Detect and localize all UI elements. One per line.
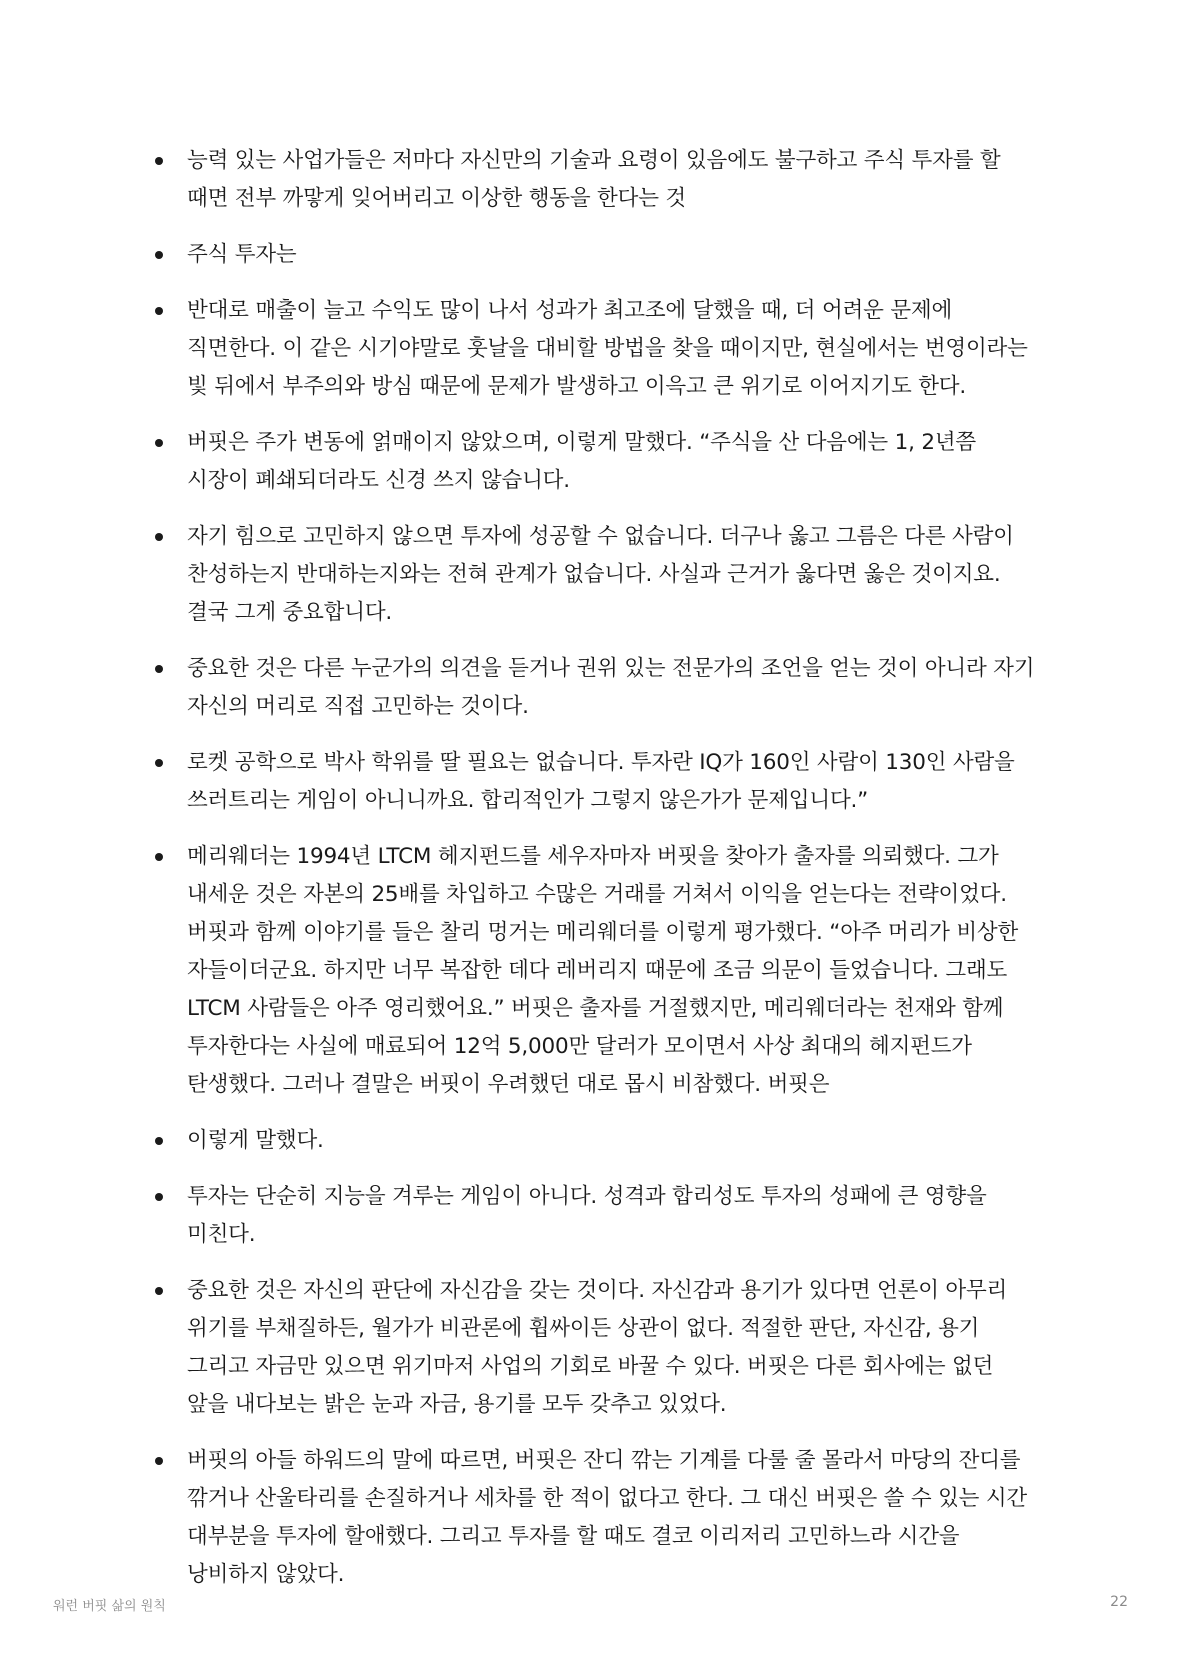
list-item	[155, 236, 1035, 274]
list-item-text: 반대로 매출이 늘고 수익도 많이 나서 성과가 최고조에 달했을 때, 더 어려운 문제에 직면한다. 이 같은 시기야말로 훗날을 대비할 방법을 찾을 때이지만, 현실에서는 번영이라는 빛 뒤에서 부주의와 방심 때문에 문제가 발생하고 이윽고 큰 위기로 이어지기도 한다.	[187, 298, 1028, 399]
bullet-icon	[155, 439, 163, 447]
bullet-icon	[155, 533, 163, 541]
bullet-list	[155, 142, 1035, 1594]
list-item-text: 중요한 것은 자신의 판단에 자신감을 갖는 것이다. 자신감과 용기가 있다면 언론이 아무리 위기를 부채질하든, 월가가 비관론에 휩싸이든 상관이 없다. 적절한 판단, 자신감, 용기 그리고 자금만 있으면 위기마저 사업의 기회로 바꿀 수 있다. 버핏은 다른 회사에는 없던 앞을 내다보는 밝은 눈과 자금, 용기를 모두 갖추고 있었다.	[187, 1278, 1008, 1417]
list-item-text: 투자는 단순히 지능을 겨루는 게임이 아니다. 성격과 합리성도 투자의 성패에 큰 영향을 미친다.	[187, 1184, 987, 1247]
bullet-icon	[155, 1137, 163, 1145]
list-item-text: 버핏은 주가 변동에 얽매이지 않았으며, 이렇게 말했다. “주식을 산 다음에는 1, 2년쯤 시장이 폐쇄되더라도 신경 쓰지 않습니다.	[187, 430, 976, 493]
list-item-text: 중요한 것은 다른 누군가의 의견을 듣거나 권위 있는 전문가의 조언을 얻는 것이 아니라 자기 자신의 머리로 직접 고민하는 것이다.	[187, 656, 1035, 719]
list-item-text: 자기 힘으로 고민하지 않으면 투자에 성공할 수 없습니다. 더구나 옳고 그름은 다른 사람이 찬성하는지 반대하는지와는 전혀 관계가 없습니다. 사실과 근거가 옳다면 옳은 것이지요. 결국 그게 중요합니다.	[187, 524, 1014, 625]
list-item-text: 주식 투자는	[187, 242, 297, 267]
bullet-icon	[155, 1287, 163, 1295]
bullet-icon	[155, 157, 163, 165]
bullet-icon	[155, 665, 163, 673]
bullet-icon	[155, 307, 163, 315]
list-item	[155, 1122, 1035, 1160]
list-item-text: 로켓 공학으로 박사 학위를 딸 필요는 없습니다. 투자란 IQ가 160인 사람이 130인 사람을 쓰러트리는 게임이 아니니까요. 합리적인가 그렇지 않은가가 문제입니다.”	[187, 750, 1015, 813]
bullet-icon	[155, 251, 163, 259]
bullet-icon	[155, 759, 163, 767]
list-item	[155, 424, 1035, 500]
bullet-icon	[155, 1457, 163, 1465]
list-item-text: 메리웨더는 1994년 LTCM 헤지펀드를 세우자마자 버핏을 찾아가 출자를 의뢰했다. 그가 내세운 것은 자본의 25배를 차입하고 수많은 거래를 거쳐서 이익을 얻는다는 전략이었다. 버핏과 함께 이야기를 들은 찰리 멍거는 메리웨더를 이렇게 평가했다. “아주 머리가 비상한 자들이더군요. 하지만 너무 복잡한 데다 레버리지 때문에 조금 의문이 들었습니다. 그래도 LTCM 사람들은 아주 영리했어요.” 버핏은 출자를 거절했지만, 메리웨더라는 천재와 함께 투자한다는 사실에 매료되어 12억 5,000만 달러가 모이면서 사상 최대의 헤지펀드가 탄생했다. 그러나 결말은 버핏이 우려했던 대로 몹시 비참했다. 버핏은	[187, 844, 1019, 1097]
list-item	[155, 650, 1035, 726]
footer-book-title: 워런 버핏 삶의 원칙	[53, 1599, 166, 1614]
main-content	[155, 142, 1035, 1612]
bullet-icon	[155, 1193, 163, 1201]
list-item-text: 버핏의 아들 하워드의 말에 따르면, 버핏은 잔디 깎는 기계를 다룰 줄 몰라서 마당의 잔디를 깎거나 산울타리를 손질하거나 세차를 한 적이 없다고 한다. 그 대신 버핏은 쓸 수 있는 시간 대부분을 투자에 할애했다. 그리고 투자를 할 때도 결코 이리저리 고민하느라 시간을 낭비하지 않았다.	[187, 1448, 1028, 1587]
list-item	[155, 1442, 1035, 1594]
list-item	[155, 1178, 1035, 1254]
footer-page-number: 22	[1110, 1594, 1128, 1610]
list-item-text: 이렇게 말했다.	[187, 1128, 324, 1153]
list-item	[155, 292, 1035, 406]
list-item	[155, 142, 1035, 218]
list-item	[155, 518, 1035, 632]
list-item	[155, 744, 1035, 820]
bullet-icon	[155, 853, 163, 861]
list-item-text: 능력 있는 사업가들은 저마다 자신만의 기술과 요령이 있음에도 불구하고 주식 투자를 할 때면 전부 까맣게 잊어버리고 이상한 행동을 한다는 것	[187, 148, 1001, 211]
list-item	[155, 1272, 1035, 1424]
list-item	[155, 838, 1035, 1104]
